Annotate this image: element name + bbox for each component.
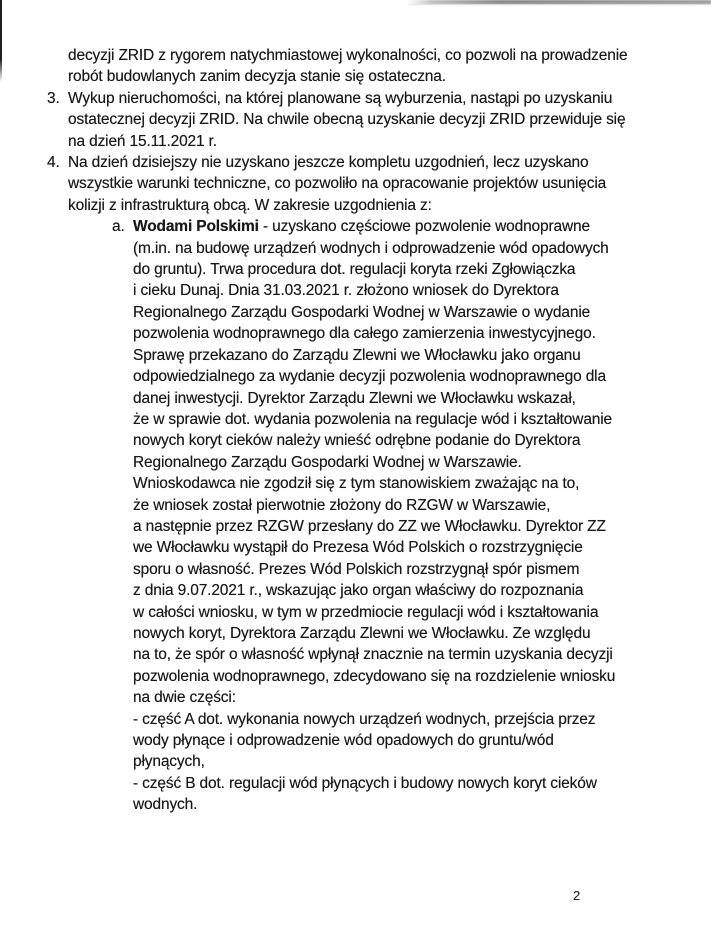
text-line: pozwolenia wodnoprawnego dla całego zamierzenia inwestycyjnego. [133,325,596,343]
text-line: we Włocławku wystąpił do Prezesa Wód Polskich o rozstrzygnięcie [133,539,583,557]
scan-artifact-left-edge-line [0,0,2,82]
text-line: sporu o własność. Prezes Wód Polskich rozstrzygnął spór pismem [133,560,580,578]
text-line: na dzień 15.11.2021 r. [68,132,217,150]
text-line: w całości wniosku, w tym w przedmiocie regulacji wód i kształtowania [133,603,599,621]
text-line: Na dzień dzisiejszy nie uzyskano jeszcze kompletu uzgodnień, lecz uzyskano [68,154,589,172]
text-line: że wniosek został pierwotnie złożony do RZGW w Warszawie, [133,496,551,514]
text-line: płynących, [133,753,205,771]
text-line: ostatecznej decyzji ZRID. Na chwile obecną uzyskanie decyzji ZRID przewiduje się [68,111,626,129]
paragraph-item2-continuation [68,45,627,88]
list-item-3 [47,88,627,152]
text-line-lead [133,216,627,237]
page-number: 2 [573,888,581,903]
text-line: Regionalnego Zarządu Gospodarki Wodnej w Warszawie. [133,453,522,471]
lead-rest-text: - uzyskano częściowe pozwolenie wodnoprawne [258,218,590,236]
text-line: Wnioskodawca nie zgodził się z tym stanowiskiem zważając na to, [133,475,580,493]
text-line: robót budowlanych zanim decyzja stanie się ostateczna. [68,68,446,86]
text-line: Wykup nieruchomości, na której planowane są wyburzenia, nastąpi po uzyskaniu [68,89,613,107]
list-marker-3: 3. [47,89,60,107]
document-text-block [47,45,628,816]
text-line: decyzji ZRID z rygorem natychmiastowej wykonalności, co pozwoli na prowadzenie [68,47,628,64]
text-line: nowych koryt cieków należy wnieść odrębne podanie do Dyrektora [133,432,581,450]
text-line: na to, że spór o własność wpłynął znacznie na termin uzyskania decyzji [133,646,613,664]
text-line: wody płynące i odprowadzenie wód opadowych do gruntu/wód [133,732,554,749]
text-line: (m.in. na budowę urządzeń wodnych i odprowadzenie wód opadowych [133,239,609,257]
list-marker-4: 4. [47,154,60,172]
list-item-4 [47,152,627,216]
text-line: - część A dot. wykonania nowych urządzeń wodnych, przejścia przez [133,710,596,728]
text-line: pozwolenia wodnoprawnego, zdecydowano się na rozdzielenie wniosku [133,667,616,685]
text-line: kolizji z infrastrukturą obcą. W zakresie uzgodnienia z: [68,196,432,214]
text-line: danej inwestycji. Dyrektor Zarządu Zlewni we Włocławku wskazał, [133,389,576,407]
text-line: Regionalnego Zarządu Gospodarki Wodnej w Warszawie o wydanie [133,303,591,321]
text-line: że w sprawie dot. wydania pozwolenia na regulacje wód i kształtowanie [133,410,613,428]
text-line: wszystkie warunki techniczne, co pozwoliło na opracowanie projektów usunięcia [68,175,607,193]
text-line: wodnych. [133,796,198,814]
text-line: z dnia 9.07.2021 r., wskazując jako organ właściwy do rozpoznania [133,582,584,600]
text-line: - część B dot. regulacji wód płynących i budowy nowych koryt cieków [133,774,597,792]
text-line: Sprawę przekazano do Zarządu Zlewni we Włocławku jako organu [133,346,581,364]
list-marker-4a: a. [112,218,125,236]
text-line: a następnie przez RZGW przesłany do ZZ we Włocławku. Dyrektor ZZ [133,517,606,535]
text-line: do gruntu). Trwa procedura dot. regulacji koryta rzeki Zgłowiączka [133,261,576,279]
text-line: i cieku Dunaj. Dnia 31.03.2021 r. złożono wniosek do Dyrektora [133,282,559,300]
text-line: nowych koryt, Dyrektora Zarządu Zlewni we Włocławku. Ze względu [133,624,591,642]
list-item-4a [112,216,627,815]
text-line: na dwie części: [133,689,236,707]
text-line: odpowiedzialnego za wydanie decyzji pozwolenia wodnoprawnego dla [133,368,606,386]
scan-artifact-top-bar [408,0,711,4]
lead-bold-text: Wodami Polskimi [133,218,259,236]
